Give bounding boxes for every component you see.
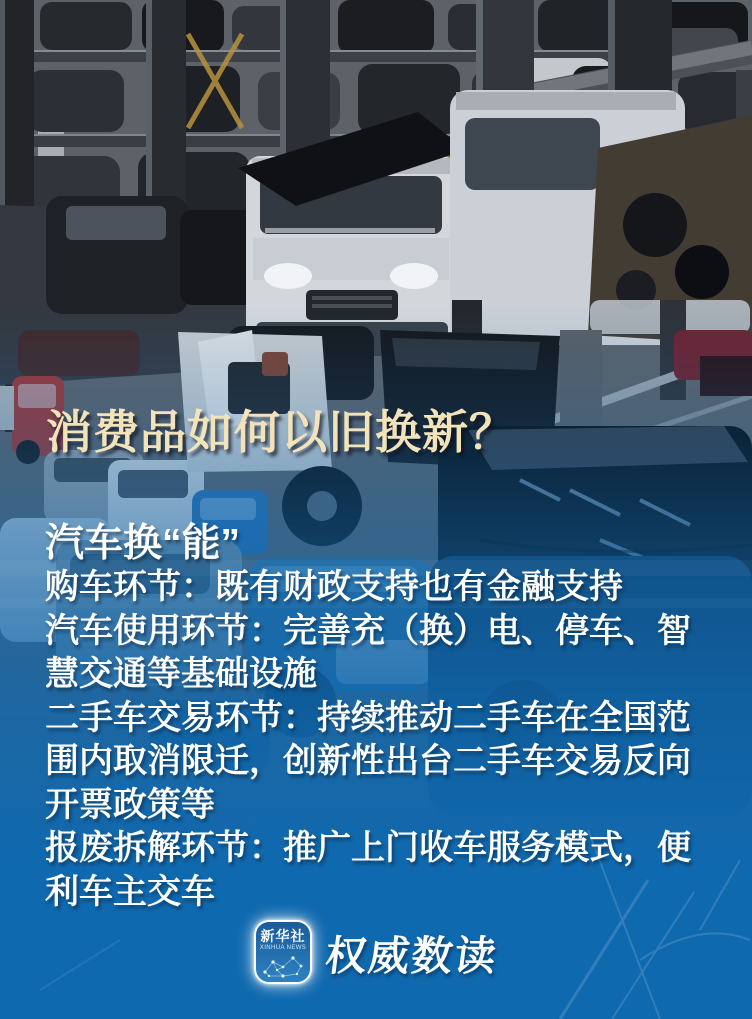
body-line: 报废拆解环节：推广上门收车服务模式，便 [45,829,691,867]
section-heading: 汽车换“能” [45,522,241,565]
body-line: 汽车使用环节：完善充（换）电、停车、智 [45,611,691,650]
body-line: 利车主交车 [45,872,215,911]
body-line: 慧交通等基础设施 [45,655,317,693]
poster-title: 消费品如何以旧换新？ [46,406,516,458]
footer-logo-row [0,920,752,984]
body-line: 二手车交易环节：持续推动二手车在全国范 [45,698,691,737]
body-line: 开票政策等 [45,785,215,824]
brand-wordmark: 权威数读 [322,932,501,979]
xinhua-logo-cn-text: 新华社 [260,928,306,944]
body-line: 购车环节：既有财政支持也有金融支持 [45,568,623,606]
poster-body [45,566,740,914]
xinhua-app-icon [254,920,312,984]
constellation-icon [261,954,305,978]
body-line: 围内取消限迁，创新性出台二手车交易反向 [45,742,691,780]
xinhua-logo-en-text: XINHUA NEWS [259,945,307,951]
